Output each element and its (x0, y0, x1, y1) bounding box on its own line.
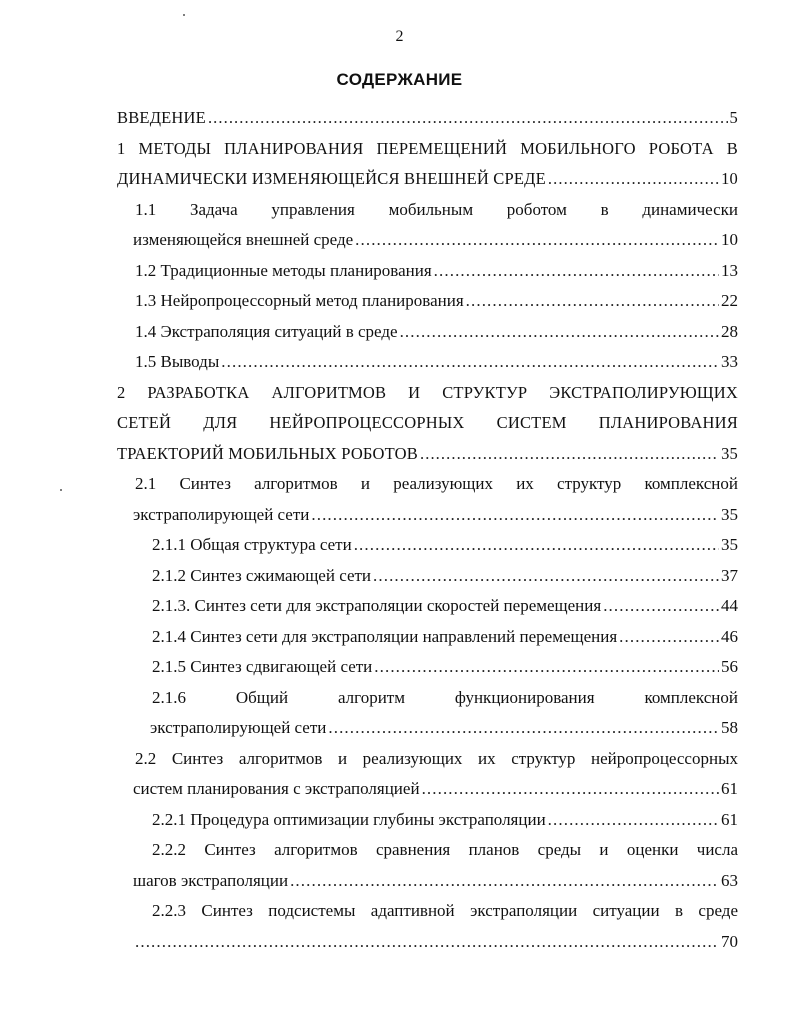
toc-entry-2-1-2[interactable] (117, 561, 738, 592)
toc-page-number: 44 (721, 596, 738, 615)
toc-entry-text: ТРАЕКТОРИЙ МОБИЛЬНЫХ РОБОТОВ (117, 443, 418, 463)
toc-entry-2-2-line1[interactable]: 2.2 Синтез алгоритмов и реализующих их структур нейропроцессорных (135, 748, 738, 768)
toc-entry-2-1-3[interactable] (117, 591, 738, 622)
toc-page-number: 35 (721, 535, 738, 554)
scan-speck (60, 489, 62, 491)
toc-entry-text: 2.1.2 Синтез сжимающей сети (152, 565, 372, 585)
toc-entry-2-2-2-line1[interactable]: 2.2.2 Синтез алгоритмов сравнения планов среды и оценки числа (152, 840, 738, 859)
toc-entry-text: 1.4 Экстраполяция ситуаций в среде (135, 321, 398, 341)
toc-page-number: 58 (721, 718, 738, 737)
toc-page-number: 56 (721, 657, 738, 676)
dot-leader (221, 347, 719, 378)
toc-entry-1-3[interactable] (117, 286, 738, 317)
dot-leader (354, 530, 719, 561)
toc-page-number: 61 (721, 779, 738, 798)
dot-leader (355, 225, 719, 256)
toc-entry-text: 2.1.4 Синтез сети для экстраполяции направлений перемещения (152, 626, 618, 646)
toc-entry-1-2[interactable] (117, 256, 738, 287)
toc-entry-2-2-3-line1[interactable]: 2.2.3 Синтез подсистемы адаптивной экстраполяции ситуации в среде (152, 901, 738, 920)
toc-entry-text: 2.2.1 Процедура оптимизации глубины экстраполяции (152, 809, 546, 829)
dot-leader (290, 866, 719, 897)
dot-leader (311, 500, 719, 531)
toc-page-number: 46 (721, 626, 738, 646)
toc-entry-text: 2.1.5 Синтез сдвигающей сети (152, 657, 373, 676)
table-of-contents (117, 103, 738, 957)
toc-entry-2-2-line2[interactable] (117, 774, 738, 805)
dot-leader (400, 317, 719, 348)
toc-page-number: 37 (721, 565, 738, 585)
toc-entry-text: ВВЕДЕНИЕ (117, 108, 206, 127)
toc-entry-text: шагов экстраполяции (133, 870, 289, 890)
toc-entry-text: изменяющейся внешней среде (133, 230, 354, 249)
toc-entry-1-5[interactable] (117, 347, 738, 378)
toc-entry-text: экстраполирующей сети (133, 504, 310, 524)
dot-leader (135, 927, 719, 958)
toc-entry-2-2-3-line2[interactable] (117, 927, 738, 958)
toc-entry-text: экстраполирующей сети (150, 718, 327, 737)
toc-page-number: 33 (721, 352, 738, 371)
toc-page-number: 10 (721, 230, 738, 249)
dot-leader (619, 622, 719, 653)
toc-entry-intro[interactable] (117, 103, 738, 134)
toc-entry-ch2-line2[interactable]: СЕТЕЙ ДЛЯ НЕЙРОПРОЦЕССОРНЫХ СИСТЕМ ПЛАНИРОВАНИЯ (117, 413, 738, 432)
toc-entry-1-1-line2[interactable] (117, 225, 738, 256)
toc-entry-2-1-6-line2[interactable] (117, 713, 738, 744)
toc-entry-2-2-2-line2[interactable] (117, 866, 738, 897)
toc-page-number: 10 (721, 169, 738, 188)
toc-page-number: 70 (721, 931, 738, 951)
toc-page-number: 63 (721, 870, 738, 890)
toc-entry-text: 1.3 Нейропроцессорный метод планирования (135, 291, 464, 310)
toc-entry-2-2-1[interactable] (117, 805, 738, 836)
dot-leader (373, 561, 719, 592)
toc-entry-text: систем планирования с экстраполяцией (133, 779, 420, 798)
toc-entry-2-1-5[interactable] (117, 652, 738, 683)
toc-entry-1-1-line1[interactable]: 1.1 Задача управления мобильным роботом в динамически (135, 199, 738, 219)
toc-entry-ch1-line2[interactable] (117, 164, 738, 195)
toc-entry-text: 1.2 Традиционные методы планирования (135, 260, 432, 280)
toc-page-number: 61 (721, 809, 738, 829)
toc-entry-ch1-line1[interactable]: 1 МЕТОДЫ ПЛАНИРОВАНИЯ ПЕРЕМЕЩЕНИЙ МОБИЛЬНОГО РОБОТА В (117, 138, 738, 158)
toc-entry-ch2-line3[interactable] (117, 439, 738, 470)
toc-page-number: 13 (721, 260, 738, 280)
dot-leader (548, 805, 719, 836)
toc-entry-2-1-line2[interactable] (117, 500, 738, 531)
page-title: СОДЕРЖАНИЕ (336, 70, 463, 89)
toc-entry-ch2-line1[interactable]: 2 РАЗРАБОТКА АЛГОРИТМОВ И СТРУКТУР ЭКСТРАПОЛИРУЮЩИХ (117, 382, 738, 402)
toc-entry-2-1-1[interactable] (117, 530, 738, 561)
toc-entry-text: 2.1.1 Общая структура сети (152, 535, 352, 554)
toc-entry-1-4[interactable] (117, 317, 738, 348)
toc-entry-text: 1.5 Выводы (135, 352, 220, 371)
dot-leader (328, 713, 719, 744)
toc-entry-2-1-4[interactable] (117, 622, 738, 653)
scan-speck (183, 14, 185, 16)
dot-leader (374, 652, 719, 683)
toc-entry-text: 2.1.3. Синтез сети для экстраполяции скоростей перемещения (152, 596, 602, 615)
dot-leader (420, 439, 719, 470)
toc-page-number: 35 (721, 443, 738, 463)
toc-entry-text: ДИНАМИЧЕСКИ ИЗМЕНЯЮЩЕЙСЯ ВНЕШНЕЙ СРЕДЕ (117, 169, 546, 188)
dot-leader (548, 164, 719, 195)
page-number: 2 (395, 28, 404, 45)
dot-leader (422, 774, 719, 805)
toc-page-number: 35 (721, 504, 738, 524)
dot-leader (466, 286, 719, 317)
toc-page-number: 5 (729, 108, 738, 127)
toc-entry-2-1-6-line1[interactable]: 2.1.6 Общий алгоритм функционирования комплексной (152, 687, 738, 707)
dot-leader (434, 256, 719, 287)
toc-page-number: 22 (721, 291, 738, 310)
toc-entry-2-1-line1[interactable]: 2.1 Синтез алгоритмов и реализующих их структур комплексной (135, 474, 738, 493)
dot-leader (208, 103, 728, 134)
dot-leader (603, 591, 719, 622)
toc-page-number: 28 (721, 321, 738, 341)
